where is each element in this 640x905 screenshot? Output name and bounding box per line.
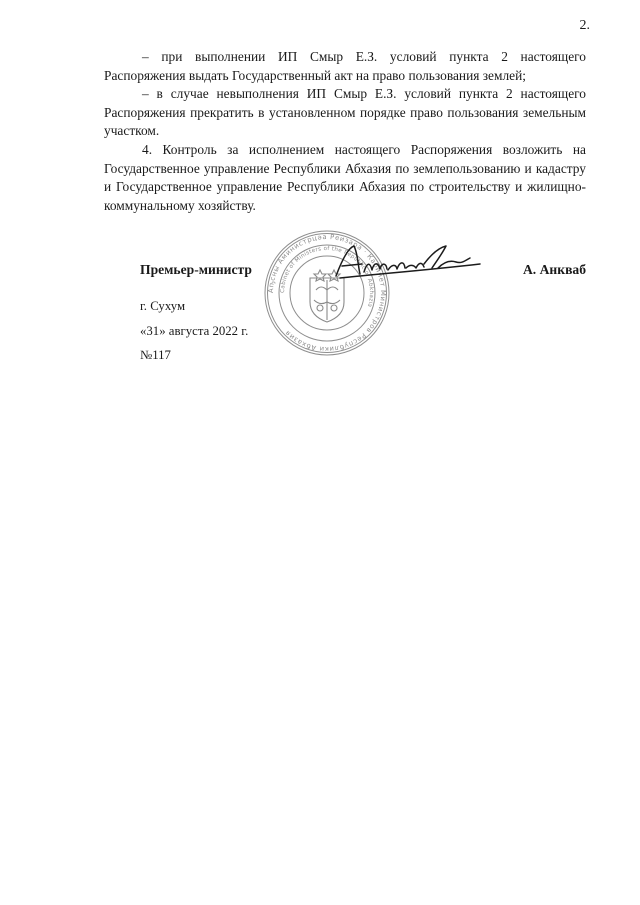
paragraph-terminate-right: – в случае невыполнения ИП Смыр Е.З. условий пункта 2 настоящего Распоряжения прекратить в установленном порядке право пользования земельным участком.	[104, 86, 586, 139]
order-number: №117	[140, 348, 171, 362]
signatory-title: Премьер-министр	[140, 262, 252, 277]
seal-inner-text: Cabinet of Ministers of the Republic of Abkhazia	[279, 245, 375, 308]
seal-outer-text: Аҧсны Аминистрцәа Реизара · Кабинет Министров Республики Абхазия	[266, 232, 388, 354]
signature-block	[140, 262, 586, 284]
signatory-name: А. Анкваб	[522, 262, 586, 277]
issue-city: г. Сухум	[140, 299, 186, 313]
page-number: 2.	[579, 18, 590, 33]
paragraph-issue-act: – при выполнении ИП Смыр Е.З. условий пункта 2 настоящего Распоряжения выдать Государственный акт на право пользования землей;	[104, 49, 586, 83]
document-body	[104, 48, 586, 215]
issue-date: «31» августа 2022 г.	[140, 324, 249, 338]
paragraph-control: 4. Контроль за исполнением настоящего Распоряжения возложить на Государственное управление Республики Абхазия по землепользованию и кадастру и Государственное управление Республики Абхазия по строительству и жилищно-коммунальному хозяйству.	[104, 141, 586, 213]
